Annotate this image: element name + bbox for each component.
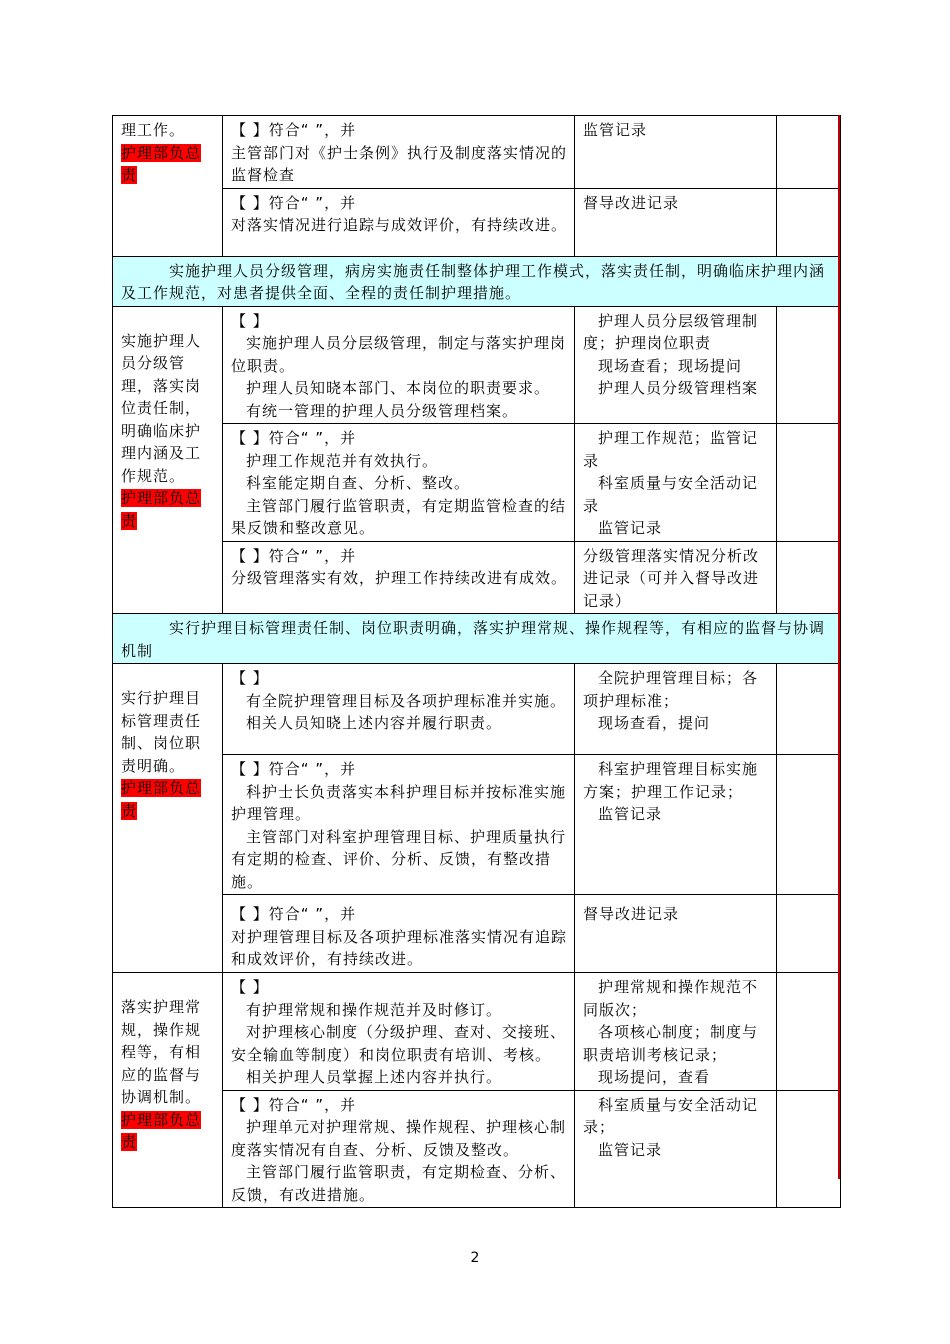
evidence-cell — [575, 755, 777, 895]
content-cell — [223, 541, 575, 614]
content-cell — [223, 895, 575, 973]
evidence-line: 各项核心制度；制度与职责培训考核记录； — [583, 1023, 759, 1064]
content-line: 分级管理落实有效，护理工作持续改进有成效。 — [231, 569, 568, 587]
grade-line: 【 】 — [231, 311, 269, 330]
table-row — [113, 755, 841, 895]
empty-cell — [777, 895, 841, 973]
content-cell — [223, 755, 575, 895]
table-row — [113, 973, 841, 1091]
grade-line: 【 】符合“ ”，并 — [231, 193, 357, 212]
evidence-line: 现场提问，查看 — [598, 1068, 711, 1086]
owner-label: 护理部负总责 — [121, 1110, 202, 1151]
item-cell — [113, 973, 223, 1208]
grade-line: 【 】符合“ ”，并 — [231, 760, 357, 778]
content-cell — [223, 424, 575, 542]
content-cell — [223, 973, 575, 1091]
grade-line: 【 】符合“ ”，并 — [231, 905, 357, 923]
empty-cell — [777, 424, 841, 542]
content-cell — [223, 664, 575, 755]
section-header-row — [113, 614, 841, 664]
evidence-cell — [575, 306, 777, 424]
evidence-line: 监管记录 — [583, 121, 648, 139]
empty-cell — [777, 664, 841, 755]
empty-cell — [777, 306, 841, 424]
empty-cell — [777, 188, 841, 256]
content-line: 护理工作规范并有效执行。 — [246, 451, 439, 470]
owner-label: 护理部负总责 — [121, 143, 202, 184]
grade-line: 【 】符合“ ”，并 — [231, 546, 357, 565]
item-text: 落实护理常规，操作规程等，有相应的监督与协调机制。 — [121, 998, 202, 1106]
evidence-cell — [575, 1090, 777, 1208]
item-cell — [113, 116, 223, 257]
empty-cell — [777, 973, 841, 1091]
evidence-cell — [575, 116, 777, 189]
review-standards-table — [112, 115, 841, 1208]
evidence-line: 护理工作规范；监管记录 — [583, 429, 759, 470]
empty-cell — [777, 541, 841, 614]
grade-line: 【 】 — [231, 669, 269, 687]
evidence-line: 现场查看，提问 — [598, 714, 711, 732]
content-cell — [223, 188, 575, 256]
evidence-line: 护理常规和操作规范不同版次； — [583, 978, 759, 1019]
empty-cell — [777, 1090, 841, 1208]
table-row — [113, 895, 841, 973]
content-line: 主管部门履行监管职责，有定期检查、分析、反馈，有改进措施。 — [231, 1163, 567, 1204]
table-row — [113, 424, 841, 542]
content-line: 护理人员知晓本部门、本岗位的职责要求。 — [246, 379, 551, 397]
item-text: 实行护理目标管理责任制、岗位职责明确。 — [121, 689, 202, 775]
item-text: 理工作。 — [121, 121, 186, 139]
section-header — [113, 256, 841, 306]
evidence-line: 护理人员分层级管理制度；护理岗位职责 — [583, 311, 759, 352]
content-line: 有护理常规和操作规范并及时修订。 — [246, 1000, 503, 1019]
evidence-line: 现场查看；现场提问 — [598, 356, 743, 375]
item-text: 实施护理人员分级管理，落实岗位责任制，明确临床护理内涵及工作规范。 — [121, 331, 202, 485]
content-line: 对护理核心制度（分级护理、查对、交接班、安全输血等制度）和岗位职责有培训、考核。 — [231, 1023, 567, 1064]
evidence-cell — [575, 188, 777, 256]
section-header — [113, 614, 841, 664]
grade-line: 【 】符合“ ”，并 — [231, 1095, 357, 1114]
content-line: 主管部门对《护士条例》执行及制度落实情况的监督检查 — [231, 143, 568, 184]
evidence-line: 科室护理管理目标实施方案；护理工作记录； — [583, 760, 759, 801]
table-row — [113, 1090, 841, 1208]
owner-label: 护理部负总责 — [121, 779, 202, 820]
content-line: 主管部门对科室护理管理目标、护理质量执行有定期的检查、评价、分析、反馈，有整改措施。 — [231, 827, 567, 891]
owner-label: 护理部负总责 — [121, 489, 202, 530]
evidence-cell — [575, 973, 777, 1091]
evidence-line: 督导改进记录 — [583, 905, 680, 923]
evidence-line: 分级管理落实情况分析改进记录（可并入督导改进记录） — [583, 546, 760, 610]
empty-cell — [777, 116, 841, 189]
evidence-cell — [575, 895, 777, 973]
evidence-line: 科室质量与安全活动记录； — [583, 1095, 759, 1136]
content-line: 科室能定期自查、分析、整改。 — [246, 474, 471, 492]
item-cell — [113, 664, 223, 973]
evidence-line: 全院护理管理目标；各项护理标准； — [583, 669, 759, 710]
evidence-line: 督导改进记录 — [583, 193, 680, 212]
content-cell — [223, 1090, 575, 1208]
section-header-row — [113, 256, 841, 306]
empty-cell — [777, 755, 841, 895]
content-cell — [223, 306, 575, 424]
grade-line: 【 】符合“ ”，并 — [231, 121, 357, 139]
table-row — [113, 188, 841, 256]
content-line: 有全院护理管理目标及各项护理标准并实施。 — [246, 691, 567, 710]
red-margin-line — [838, 115, 840, 1179]
evidence-cell — [575, 424, 777, 542]
content-line: 护理单元对护理常规、操作规程、护理核心制度落实情况有自查、分析、反馈及整改。 — [231, 1118, 567, 1159]
evidence-line: 护理人员分级管理档案 — [598, 379, 759, 397]
evidence-line: 科室质量与安全活动记录 — [583, 474, 759, 515]
evidence-line: 监管记录 — [598, 805, 663, 823]
content-line: 主管部门履行监管职责，有定期监管检查的结果反馈和整改意见。 — [231, 496, 567, 537]
table-row — [113, 116, 841, 189]
grade-line: 【 】 — [231, 978, 269, 996]
item-cell — [113, 306, 223, 614]
content-line: 相关人员知晓上述内容并履行职责。 — [246, 714, 503, 732]
content-line: 实施护理人员分层级管理，制定与落实护理岗位职责。 — [231, 334, 567, 375]
section-header-text: 实行护理目标管理责任制、岗位职责明确，落实护理常规、操作规程等，有相应的监督与协调机制 — [121, 619, 826, 660]
content-line: 相关护理人员掌握上述内容并执行。 — [246, 1068, 503, 1086]
table-row — [113, 541, 841, 614]
content-cell — [223, 116, 575, 189]
content-line: 对护理管理目标及各项护理标准落实情况有追踪和成效评价，有持续改进。 — [231, 927, 568, 968]
evidence-line: 监管记录 — [598, 1140, 663, 1159]
evidence-line: 监管记录 — [598, 519, 663, 537]
table-row — [113, 306, 841, 424]
section-header-text: 实施护理人员分级管理，病房实施责任制整体护理工作模式，落实责任制，明确临床护理内涵及工作规范，对患者提供全面、全程的责任制护理措施。 — [121, 261, 826, 302]
content-line: 科护士长负责落实本科护理目标并按标准实施护理管理。 — [231, 782, 567, 823]
evidence-cell — [575, 541, 777, 614]
evidence-cell — [575, 664, 777, 755]
page-number: 2 — [470, 1250, 480, 1266]
content-line: 对落实情况进行追踪与成效评价，有持续改进。 — [231, 216, 568, 234]
table-row — [113, 664, 841, 755]
content-line: 有统一管理的护理人员分级管理档案。 — [246, 401, 519, 420]
grade-line: 【 】符合“ ”，并 — [231, 429, 357, 447]
